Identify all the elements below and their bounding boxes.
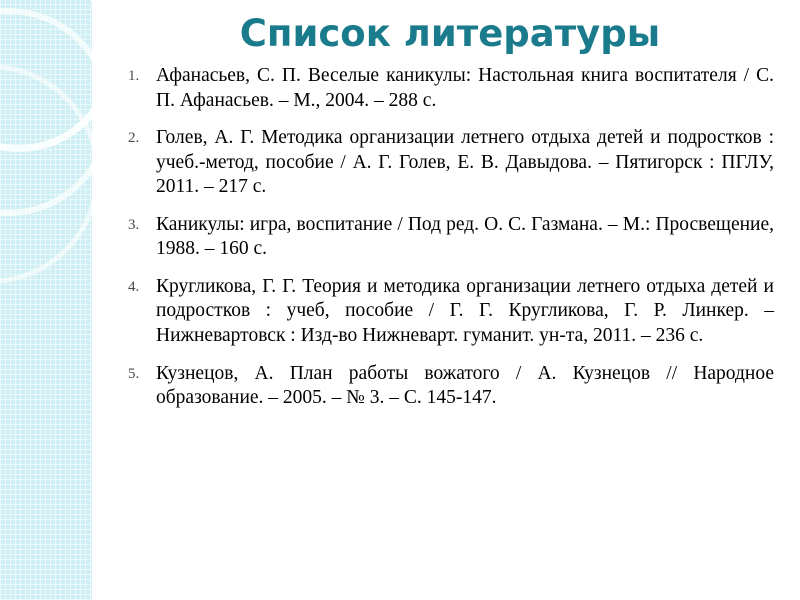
list-item: Каникулы: игра, воспитание / Под ред. О. С. Газмана. – М.: Просвещение, 1988. – 160 с.: [156, 213, 774, 260]
list-item: Кругликова, Г. Г. Теория и методика организации летнего отдыха детей и подростков : учеб, пособие / Г. Г. Кругликова, Г. Р. Линкер. – Нижневартовск : Изд-во Нижневарт. гуманит. ун-та, 2011. – 236 с.: [156, 275, 774, 347]
list-item: Голев, А. Г. Методика организации летнего отдыха детей и подростков : учеб.-метод, пособие / А. Г. Голев, Е. В. Давыдова. – Пятигорск : ПГЛУ, 2011. – 217 с.: [156, 127, 774, 198]
slide-content: [96, 0, 800, 600]
decorative-left-band: [0, 0, 96, 600]
list-item: Афанасьев, С. П. Веселые каникулы: Настольная книга воспитателя / С. П. Афанасьев. – М., 2004. – 288 с.: [156, 64, 774, 111]
reference-list: [126, 64, 774, 411]
list-item: Кузнецов, А. План работы вожатого / А. Кузнецов // Народное образование. – 2005. – № 3. – С. 145-147.: [156, 362, 774, 409]
page-title: Список литературы: [239, 12, 661, 55]
